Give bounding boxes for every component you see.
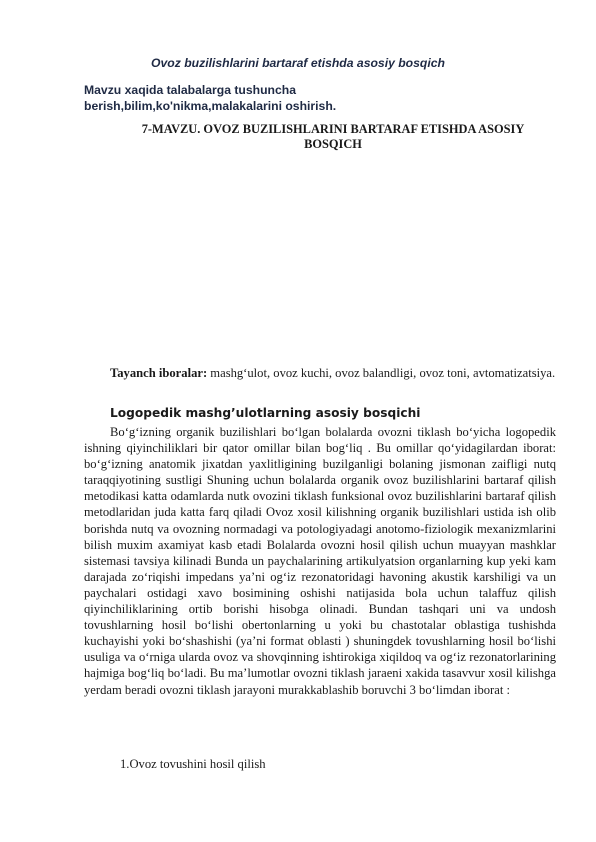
keywords-paragraph [84,365,556,382]
keywords-label: Tayanch iboralar: [110,366,208,380]
list-item-1: 1.Ovoz tovushini hosil qilish [120,757,266,771]
keywords-text: mashg‘ulot, ovoz kuchi, ovoz balandligi, ovoz toni, avtomatizatsiya. [207,366,556,380]
header-title: Ovoz buzilishlarini bartaraf etishda asosiy bosqich [151,56,445,70]
lesson-goal-line-2: berish,bilim,ko'nikma,malakalarini oshirish. [84,99,337,113]
section-subheading: Logopedik mashg’ulotlarning asosiy bosqichi [110,406,421,420]
topic-heading-line-1: 7-MAVZU. OVOZ BUZILISHLARINI BARTARAF ETISHDA ASOSIY [141,122,525,136]
topic-heading-line-2: BOSQICH [304,137,362,151]
topic-heading [110,122,556,152]
lesson-goal-line-1: Mavzu xaqida talabalarga tushuncha [84,83,296,97]
body-paragraph: Bo‘g‘izning organik buzilishlari bo‘lgan bolalarda ovozni tiklash bo‘yicha logopedik ishning qiyinchiliklari bir qator omillar bilan bog‘liq . Bu omillar qo‘yidagilardan iborat: bo‘g‘izning anatomik jixatdan yaxlitligining buzilganligi bolaning jismonan zaifligi nutq taraqqiyotining sustligi Shuning uchun bolalarda organik ovoz buzilishlarini bartaraf qilish metodikasi katta odamlarda nutk ovozini tiklash funksional ovoz buzilishlarini bartaraf qilish metodlaridan juda katta farq qiladi Ovoz xosil kilishning organik buzilishlari ustida ish olib borishda nutq va ovozning normadagi va potologiyadagi anotomo-fiziologik mexanizmlarini bilish muxim axamiyat kasb etadi Bolalarda ovozni hosil qilish uchun muayyan mashklar sistemasi tavsiya kilinadi Bunda un paychalarining artikulyatsion organlarning kup yeki kam darajada zo‘riqishi impedans ya’ni og‘iz rezonatoridagi havoning akustik karshiligi va un paychalari ostidagi xavo bosimining oshishi natijasida bola uchun talaffuz qilish qiyinchiliklarining ortib borishi hisobga olinadi. Bundan tashqari uni va undosh tovushlarning hosil bo‘lishi obertonlarning u yoki bu chastotalar oblastiga tushishda kuchayishi yoki bo‘shashishi (ya’ni format oblasti ) shuningdek tovushlarning hosil bo‘lishi usuliga va o‘rniga ularda ovoz va shovqinning ishtirokiga xiqildoq va og‘iz rezonatorlarining hajmiga bog‘liq bo‘ladi. Bu ma’lumotlar ovozni tiklash jaraeni xakida tasavvur xosil kilishga yerdam beradi ovozni tiklash jarayoni murakkablashib boruvchi 3 bo‘limdan iborat : [84,425,556,697]
lesson-goal [84,82,424,114]
